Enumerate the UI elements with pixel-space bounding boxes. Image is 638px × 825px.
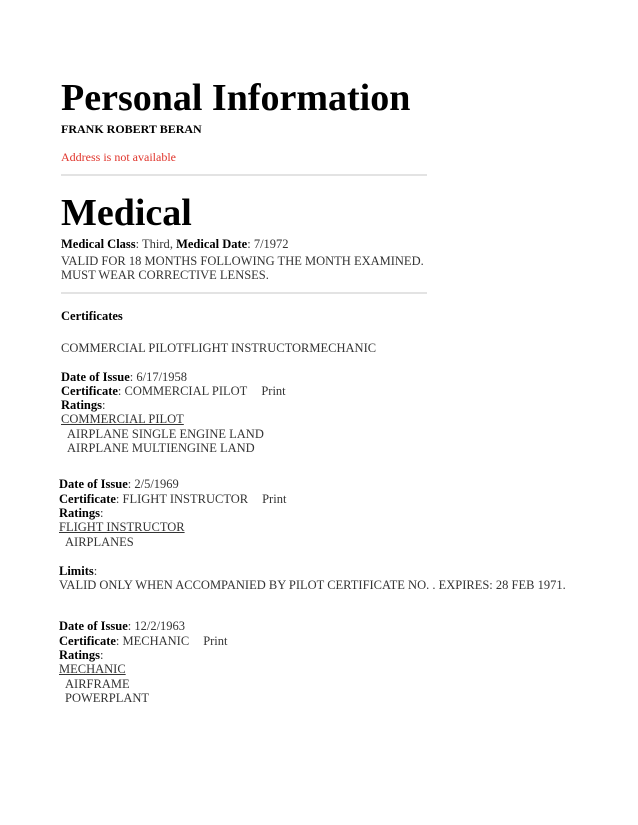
limits-text: VALID ONLY WHEN ACCOMPANIED BY PILOT CERTIFICATE NO. . EXPIRES: 28 FEB 1971. (59, 578, 566, 592)
certificates-heading: Certificates (61, 309, 123, 323)
certificate-value: COMMERCIAL PILOT (124, 384, 248, 398)
rating-item: AIRPLANE SINGLE ENGINE LAND (67, 427, 264, 441)
ratings-line: Ratings: (61, 398, 106, 412)
rating-group-title: MECHANIC (59, 662, 126, 676)
ratings-line: Ratings: (59, 648, 104, 662)
medical-class-line: Medical Class: Third, Medical Date: 7/1972 (61, 237, 289, 251)
issue-date-label: Date of Issue (59, 619, 128, 633)
rating-item: AIRPLANE MULTIENGINE LAND (67, 441, 255, 455)
personal-info-heading: Personal Information (61, 77, 411, 119)
rating-item: POWERPLANT (65, 691, 150, 705)
rating-group-title: COMMERCIAL PILOT (61, 412, 184, 426)
medical-class-label: Medical Class (61, 237, 136, 251)
print-link[interactable]: Print (203, 634, 228, 648)
certificates-summary: COMMERCIAL PILOTFLIGHT INSTRUCTORMECHANIC (61, 341, 377, 355)
medical-class-value: Third (142, 237, 170, 251)
rating-group-title: FLIGHT INSTRUCTOR (59, 520, 185, 534)
medical-limitation-2: MUST WEAR CORRECTIVE LENSES. (61, 268, 269, 282)
rating-item: AIRFRAME (65, 677, 130, 691)
certificate-value: MECHANIC (122, 634, 190, 648)
ratings-label: Ratings (61, 398, 102, 412)
issue-date-label: Date of Issue (61, 370, 130, 384)
medical-date-value: 7/1972 (253, 237, 289, 251)
certificate-line: Certificate: FLIGHT INSTRUCTOR Print (59, 492, 287, 506)
certificate-line: Certificate: MECHANIC Print (59, 634, 228, 648)
issue-date-value: 12/2/1963 (134, 619, 186, 633)
ratings-label: Ratings (59, 506, 100, 520)
certificate-line: Certificate: COMMERCIAL PILOT Print (61, 384, 286, 398)
print-link[interactable]: Print (261, 384, 286, 398)
ratings-label: Ratings (59, 648, 100, 662)
certificate-value: FLIGHT INSTRUCTOR (122, 492, 249, 506)
medical-limitation-1: VALID FOR 18 MONTHS FOLLOWING THE MONTH EXAMINED. (61, 254, 424, 268)
medical-heading: Medical (61, 192, 192, 234)
limits-line: Limits: (59, 564, 98, 578)
certificate-label: Certificate (61, 384, 118, 398)
divider (61, 174, 427, 176)
medical-date-label: Medical Date (176, 237, 248, 251)
issue-date-line: Date of Issue: 12/2/1963 (59, 619, 186, 633)
issue-date-label: Date of Issue (59, 477, 128, 491)
limits-label: Limits (59, 564, 94, 578)
issue-date-value: 6/17/1958 (136, 370, 188, 384)
issue-date-line: Date of Issue: 2/5/1969 (59, 477, 179, 491)
rating-item: AIRPLANES (65, 535, 134, 549)
airman-name: FRANK ROBERT BERAN (61, 122, 202, 136)
ratings-line: Ratings: (59, 506, 104, 520)
divider (61, 292, 427, 294)
issue-date-line: Date of Issue: 6/17/1958 (61, 370, 188, 384)
issue-date-value: 2/5/1969 (134, 477, 179, 491)
certificate-label: Certificate (59, 492, 116, 506)
address-note: Address is not available (61, 150, 176, 164)
print-link[interactable]: Print (262, 492, 287, 506)
certificate-label: Certificate (59, 634, 116, 648)
